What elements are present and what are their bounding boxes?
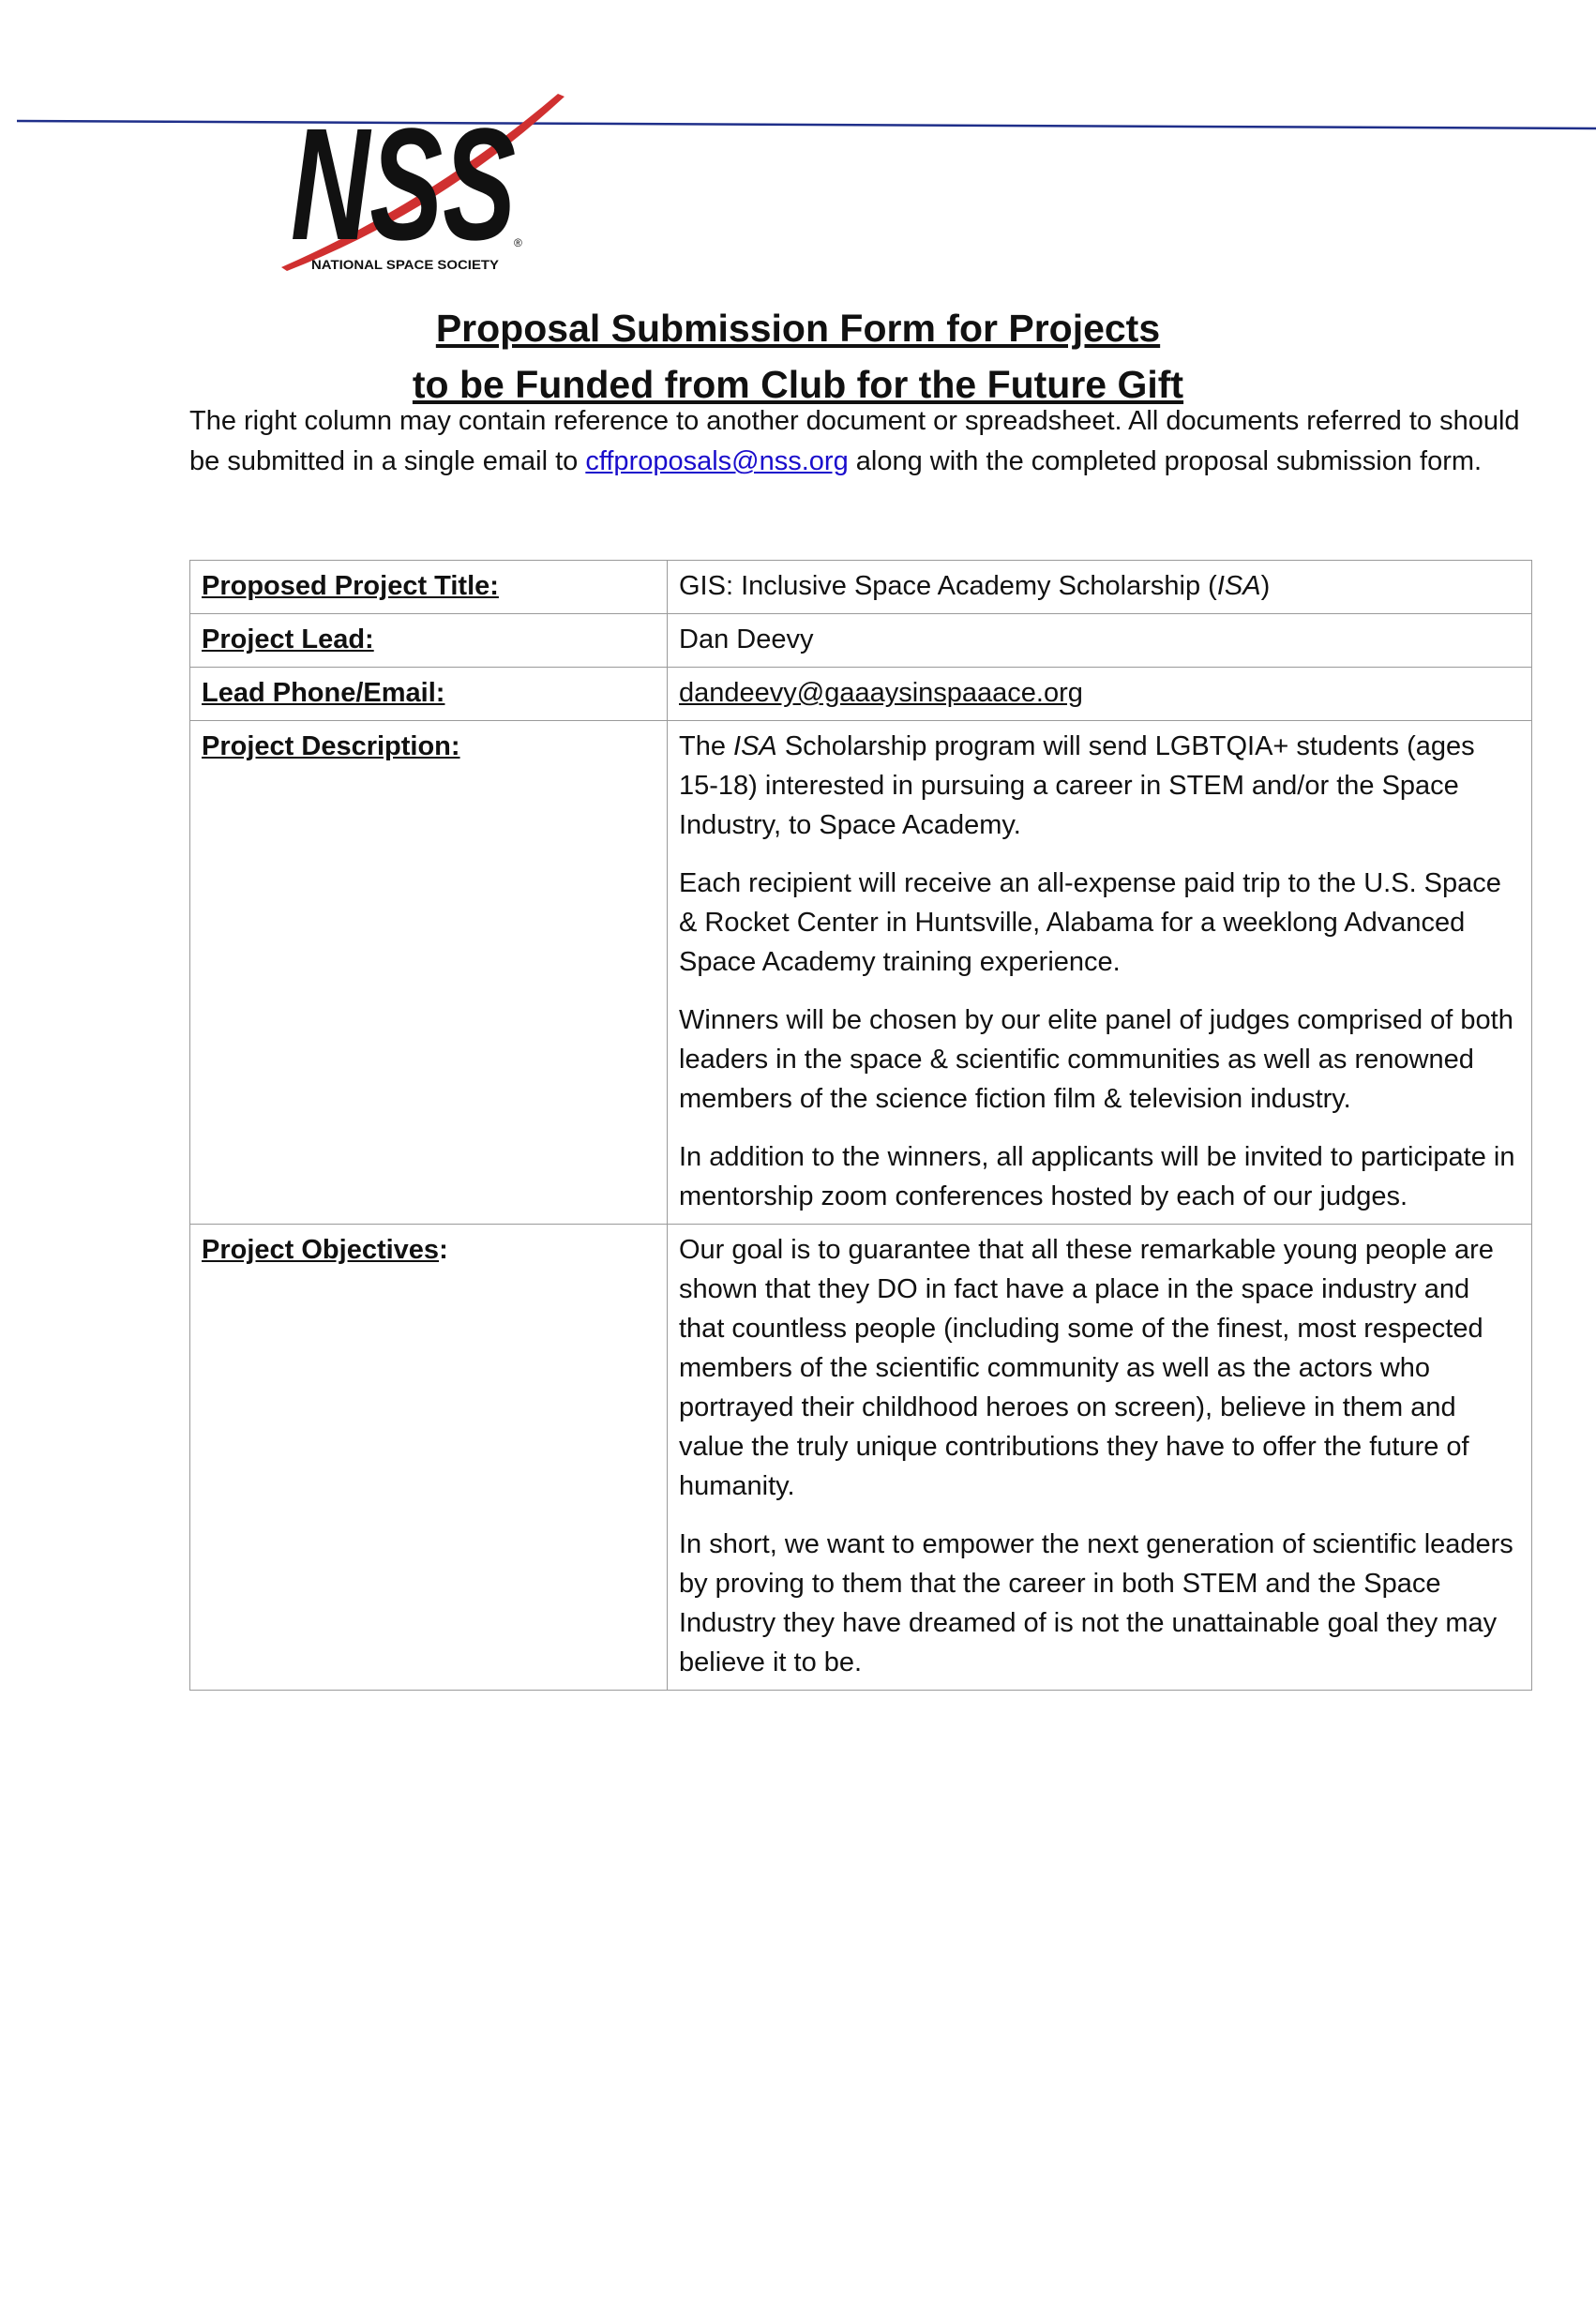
logo-letters: NSS [291, 96, 516, 274]
proposal-form-table [189, 560, 1532, 1691]
objectives-paragraph-1: Our goal is to guarantee that all these remarkable young people are shown that they DO in fact have a place in the space industry and that countless people (including some of the finest, most respected members of the scientific community as well as the actors who portrayed their childhood heroes on screen), believe in them and value the truly unique contributions they have to offer the future of humanity. [679, 1235, 1494, 1501]
label-project-objectives: Project Objectives: [190, 1225, 668, 1691]
logo-caption: NATIONAL SPACE SOCIETY [311, 257, 500, 272]
logo-registered-mark: ® [514, 236, 522, 249]
lead-email-link[interactable]: dandeevy@gaaaysinspaaace.org [679, 678, 1083, 708]
nss-logo [263, 89, 572, 277]
label-lead-contact: Lead Phone/Email: [190, 668, 668, 721]
intro-text [189, 401, 1540, 482]
table-row [190, 561, 1532, 614]
value-project-lead: Dan Deevy [668, 614, 1532, 668]
description-paragraph-2: Each recipient will receive an all-expense paid trip to the U.S. Space & Rocket Center in Huntsville, Alabama for a weeklong Advanced Space Academy training experience. [679, 868, 1501, 977]
intro-text-before: The right column may contain reference to another document or spreadsheet. All documents referred to should be submitted in a single email to [189, 406, 1520, 476]
label-project-title: Proposed Project Title: [190, 561, 668, 614]
description-paragraph-4: In addition to the winners, all applicants will be invited to participate in mentorship zoom conferences hosted by each of our judges. [679, 1142, 1515, 1211]
form-title-line-2: to be Funded from Club for the Future Gift [412, 363, 1184, 406]
value-project-objectives [668, 1225, 1532, 1691]
header-rule [17, 119, 1596, 130]
objectives-paragraph-2: In short, we want to empower the next generation of scientific leaders by proving to them that the career in both STEM and the Space Industry they have dreamed of is not the unattainable goal they may believe it to be. [679, 1529, 1513, 1677]
table-row [190, 1225, 1532, 1691]
intro-text-after: along with the completed proposal submission form. [848, 446, 1483, 476]
description-paragraph-3: Winners will be chosen by our elite panel of judges comprised of both leaders in the space & scientific communities as well as renowned members of the science fiction film & television industry. [679, 1005, 1513, 1114]
label-project-description: Project Description: [190, 721, 668, 1225]
value-project-title: GIS: Inclusive Space Academy Scholarship (ISA) [668, 561, 1532, 614]
value-lead-contact [668, 668, 1532, 721]
table-row [190, 614, 1532, 668]
description-paragraph-1: The ISA Scholarship program will send LGBTQIA+ students (ages 15-18) interested in pursuing a career in STEM and/or the Space Industry, to Space Academy. [679, 731, 1475, 840]
table-row [190, 721, 1532, 1225]
proposals-email-link[interactable]: cffproposals@nss.org [585, 446, 849, 476]
label-project-lead: Project Lead: [190, 614, 668, 668]
form-title-line-1: Proposal Submission Form for Projects [435, 307, 1161, 350]
table-row [190, 668, 1532, 721]
value-project-description [668, 721, 1532, 1225]
